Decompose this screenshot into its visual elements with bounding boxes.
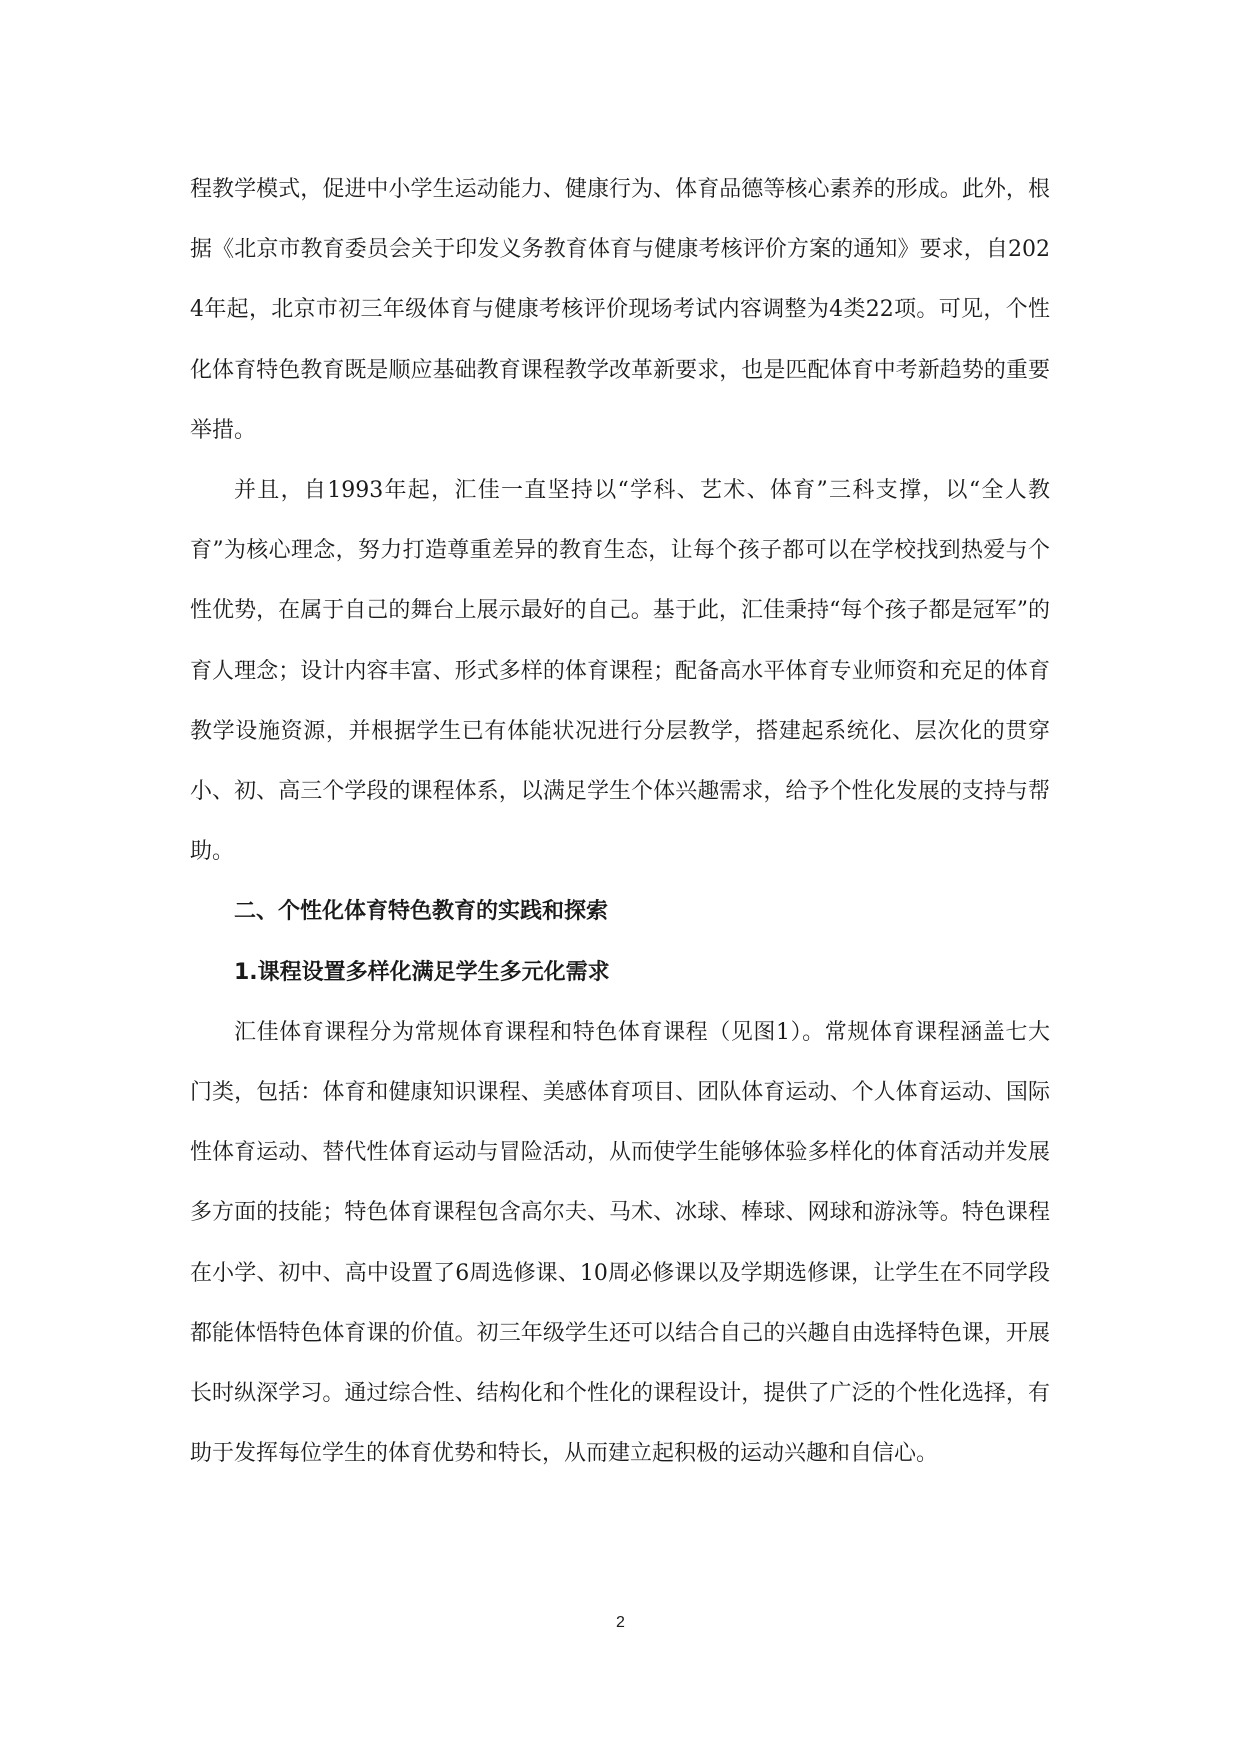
paragraph-continuation: 程教学模式，促进中小学生运动能力、健康行为、体育品德等核心素养的形成。此外，根据《北京市教育委员会关于印发义务教育体育与健康考核评价方案的通知》要求，自2024年起，北京市初三年级体育与健康考核评价现场考试内容调整为4类22项。可见，个性化体育特色教育既是顺应基础教育课程教学改革新要求，也是匹配体育中考新趋势的重要举措。 [190, 177, 1050, 443]
page-number: 2 [616, 1614, 625, 1631]
paragraph-school-philosophy: 并且，自1993年起，汇佳一直坚持以“学科、艺术、体育”三科支撑，以“全人教育”为核心理念，努力打造尊重差异的教育生态，让每个孩子都可以在学校找到热爱与个性优势，在属于自己的舞台上展示最好的自己。基于此，汇佳秉持“每个孩子都是冠军”的育人理念；设计内容丰富、形式多样的体育课程；配备高水平体育专业师资和充足的体育教学设施资源，并根据学生已有体能状况进行分层教学，搭建起系统化、层次化的贯穿小、初、高三个学段的课程体系，以满足学生个体兴趣需求，给予个性化发展的支持与帮助。 [190, 478, 1050, 865]
document-body [190, 160, 1050, 1484]
subsection-heading: 1.课程设置多样化满足学生多元化需求 [234, 959, 610, 985]
paragraph-curriculum: 汇佳体育课程分为常规体育课程和特色体育课程（见图1）。常规体育课程涵盖七大门类，包括：体育和健康知识课程、美感体育项目、团队体育运动、个人体育运动、国际性体育运动、替代性体育运动与冒险活动，从而使学生能够体验多样化的体育活动并发展多方面的技能；特色体育课程包含高尔夫、马术、冰球、棒球、网球和游泳等。特色课程在小学、初中、高中设置了6周选修课、10周必修课以及学期选修课，让学生在不同学段都能体悟特色体育课的价值。初三年级学生还可以结合自己的兴趣自由选择特色课，开展长时纵深学习。通过综合性、结构化和个性化的课程设计，提供了广泛的个性化选择，有助于发挥每位学生的体育优势和特长，从而建立起积极的运动兴趣和自信心。 [190, 1019, 1050, 1467]
section-heading: 二、个性化体育特色教育的实践和探索 [234, 899, 609, 925]
